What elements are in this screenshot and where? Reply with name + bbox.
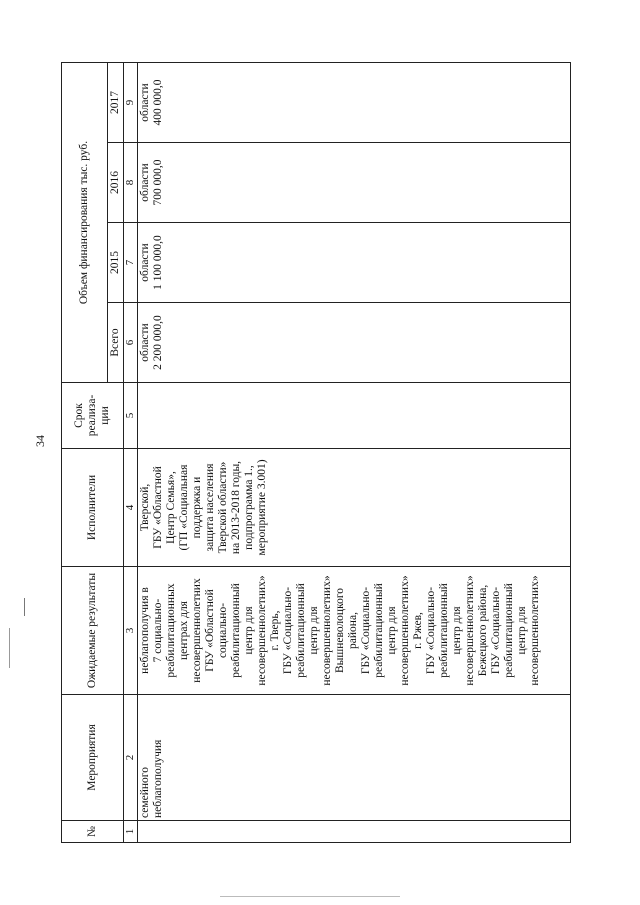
- row-2015: области 1 100 000,0: [138, 223, 571, 303]
- funding-table: [61, 62, 571, 843]
- program-table: [61, 63, 571, 843]
- scan-artifact: [24, 598, 25, 616]
- header-2017: 2017: [108, 63, 124, 143]
- header-2016: 2016: [108, 143, 124, 223]
- row-results: неблагополучия в 7 социально- реабилитационных центрах для несовершеннолетних ГБУ «Областной социально- реабилитационный центр для несовершеннолетних» г. Тверь, ГБУ «Социально- реабилитационный центр для несовершеннолетних» Вышневолоцкого района, ГБУ «Социально- реабилитационный центр для несовершеннолетних» г. Ржев, ГБУ «Социально- реабилитационный центр для несовершеннолетних» Бежецкого района, ГБУ «Социально- реабилитационный центр для несовершеннолетних»: [138, 567, 571, 695]
- column-number: 6: [124, 303, 138, 383]
- scan-artifact: [9, 628, 10, 668]
- column-number: 3: [124, 567, 138, 695]
- scan-artifact: [220, 896, 400, 897]
- column-number: 2: [124, 695, 138, 821]
- header-funding: Объем финансирования тыс. руб.: [62, 63, 108, 383]
- column-number: 1: [124, 821, 138, 843]
- page-number: 34: [33, 435, 47, 447]
- row-total: области 2 200 000,0: [138, 303, 571, 383]
- row-2016: области 700 000,0: [138, 143, 571, 223]
- table-row: [138, 63, 571, 843]
- header-num: №: [62, 821, 124, 843]
- column-number: 7: [124, 223, 138, 303]
- header-results: Ожидаемые результаты: [62, 567, 124, 695]
- column-number: 9: [124, 63, 138, 143]
- header-term: Срок реализа- ции: [62, 383, 124, 449]
- row-num: [138, 821, 571, 843]
- header-executors: Исполнители: [62, 449, 124, 567]
- header-total: Всего: [108, 303, 124, 383]
- column-number: 4: [124, 449, 138, 567]
- column-number: 5: [124, 383, 138, 449]
- row-2017: области 400 000,0: [138, 63, 571, 143]
- header-2015: 2015: [108, 223, 124, 303]
- header-events: Мероприятия: [62, 695, 124, 821]
- row-term: [138, 383, 571, 449]
- row-event: семейного неблагополучия: [138, 695, 571, 821]
- row-executors: Тверской, ГБУ «Областной Центр Семья», (ГП «Социальная поддержка и защита населения Тверской области» на 2013-2018 годы, подпрограмма 1., мероприятие 3.001): [138, 449, 571, 567]
- column-number: 8: [124, 143, 138, 223]
